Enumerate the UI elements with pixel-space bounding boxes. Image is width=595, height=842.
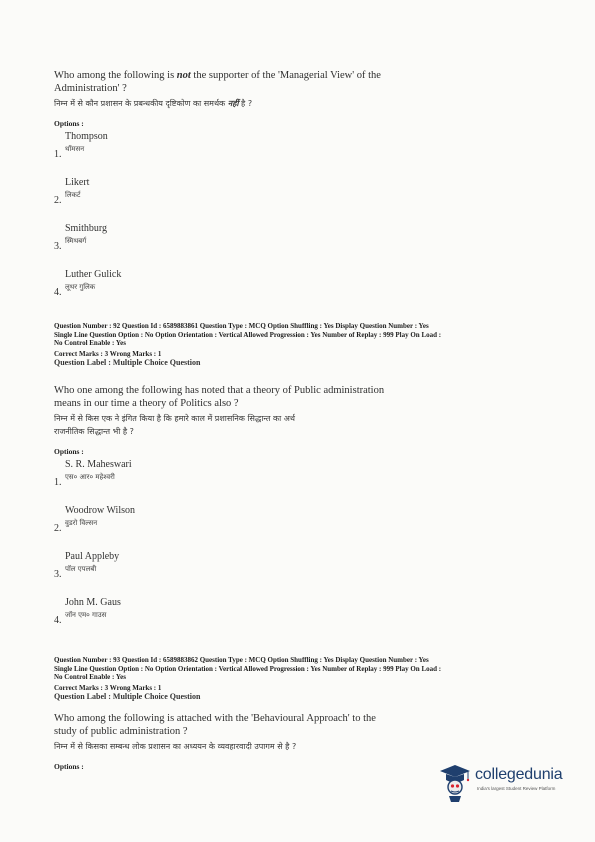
option-text-en: Smithburg (65, 223, 108, 234)
option-text-en: S. R. Maheswari (65, 459, 132, 470)
question-text-en (54, 385, 434, 410)
options-heading: Options : (54, 447, 84, 456)
question-text-hi (54, 740, 434, 753)
question-text-part: Who among the following is (54, 70, 177, 81)
option-number: 4. (54, 287, 62, 298)
meta-line: No Control Enable : Yes (54, 339, 126, 347)
option-text-hi: स्मिथबर्ग (65, 237, 87, 245)
option-text-en: Luther Gulick (65, 269, 122, 280)
question-93 (54, 713, 434, 771)
option-text-hi: एस० आर० महेश्वरी (65, 473, 115, 481)
option-text-hi: पॉल एपलबी (65, 565, 97, 573)
option-text-hi: वुडरो विल्सन (65, 519, 98, 527)
option-text-hi: लिकर्ट (65, 191, 81, 199)
question-text-part: निम्न में से किस एक ने इंगित किया है कि हमारे काल में प्रशासनिक सिद्धान्त का अर्थ (54, 414, 295, 423)
question-emphasis-not: not (176, 70, 191, 81)
option-number: 1. (54, 149, 62, 160)
question-text-part: means in our time a theory of Politics also ? (54, 397, 239, 409)
graduate-cap-icon (437, 762, 473, 802)
option-text-hi: लूथर गुलिक (65, 283, 96, 291)
question-text-part: study of public administration ? (54, 725, 188, 737)
options-list (54, 131, 434, 315)
question-92 (54, 385, 434, 643)
option-text-en: Thompson (65, 131, 108, 142)
option-number: 2. (54, 195, 62, 206)
question-label: Question Label : Multiple Choice Question (54, 692, 201, 701)
meta-line: Question Number : 93 Question Id : 6589883862 Question Type : MCQ Option Shuffling : Yes Display Question Number : Yes (54, 656, 429, 664)
question-text-part: निम्न में से कौन प्रशासन के प्रबन्धकीय दृष्टिकोण का समर्थक (54, 99, 228, 108)
option-text-en: John M. Gaus (65, 597, 121, 608)
option-number: 2. (54, 523, 62, 534)
option-item (54, 459, 434, 505)
question-text-en (54, 70, 434, 95)
meta-line: Question Number : 92 Question Id : 6589883861 Question Type : MCQ Option Shuffling : Yes Display Question Number : Yes (54, 322, 429, 330)
question-text-part: Who one among the following has noted that a theory of Public administration (54, 385, 385, 396)
options-heading: Options : (54, 119, 84, 128)
option-item (54, 223, 434, 269)
question-label: Question Label : Multiple Choice Question (54, 358, 201, 367)
option-item (54, 177, 434, 223)
option-number: 4. (54, 615, 62, 626)
question-93-meta (54, 656, 544, 702)
option-text-hi: जॉन एम० गाउस (65, 611, 107, 619)
option-item (54, 551, 434, 597)
question-text-part: Administration' ? (54, 82, 127, 94)
options-heading: Options : (54, 762, 84, 771)
question-text-part: the supporter of the 'Managerial View' of the (190, 70, 381, 81)
options-list (54, 459, 434, 643)
option-text-en: Woodrow Wilson (65, 505, 135, 516)
meta-line: Single Line Question Option : No Option Orientation : Vertical Allowed Progression : Yes Number of Replay : 999 Play On Load : (54, 664, 442, 673)
option-item (54, 597, 434, 643)
question-text-part: Who among the following is attached with the 'Behavioural Approach' to the (54, 713, 376, 724)
question-92-meta (54, 322, 544, 368)
meta-line: No Control Enable : Yes (54, 673, 126, 681)
option-number: 3. (54, 569, 62, 580)
option-number: 1. (54, 477, 62, 488)
question-text-part: है ? (238, 99, 253, 108)
marks-line: Correct Marks : 3 Wrong Marks : 1 (54, 683, 162, 692)
question-text-hi (54, 412, 434, 438)
meta-line: Single Line Question Option : No Option Orientation : Vertical Allowed Progression : Yes Number of Replay : 999 Play On Load : (54, 330, 442, 339)
option-text-hi: थॉमसन (65, 145, 85, 153)
question-91 (54, 70, 434, 315)
question-text-hi (54, 97, 434, 110)
logo-tagline: India's largest Student Review Platform (477, 786, 556, 791)
option-number: 3. (54, 241, 62, 252)
question-emphasis-not-hi: नहीं (227, 99, 239, 108)
option-item (54, 131, 434, 177)
question-text-part: निम्न में से किसका सम्बन्ध लोक प्रशासन का अध्ययन के व्यवहारवादी उपागम से है ? (54, 742, 297, 751)
marks-line: Correct Marks : 3 Wrong Marks : 1 (54, 349, 162, 358)
option-text-en: Paul Appleby (65, 551, 120, 562)
option-item (54, 269, 434, 315)
collegedunia-logo (437, 762, 567, 802)
logo-wordmark: collegedunia (475, 766, 563, 783)
option-text-en: Likert (65, 177, 90, 188)
question-text-part: राजनीतिक सिद्धान्त भी है ? (54, 427, 134, 436)
option-item (54, 505, 434, 551)
question-text-en (54, 713, 434, 738)
